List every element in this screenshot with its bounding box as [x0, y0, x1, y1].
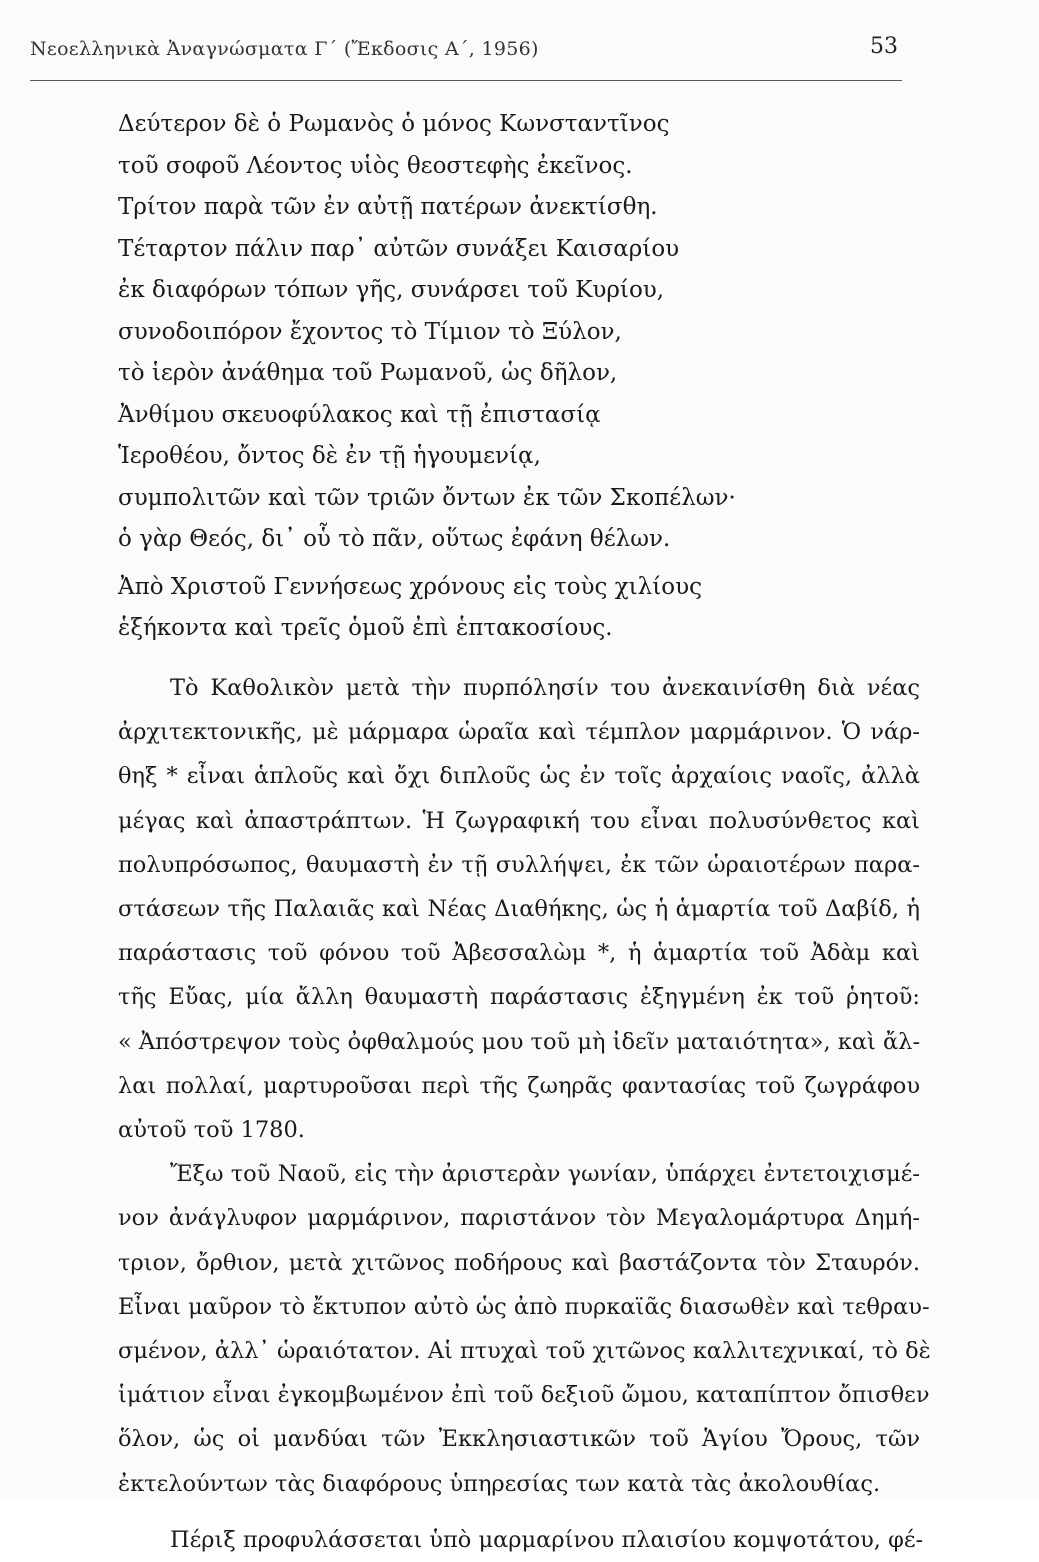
inscription-poem	[118, 104, 878, 650]
prose-line: τριον, ὄρθιον, μετὰ χιτῶνος ποδήρους καὶ βαστάζοντα τὸν Σταυρόν.	[118, 1249, 920, 1276]
poem-line: συνοδοιπόρον ἔχοντος τὸ Τίμιον τὸ Ξύλον,	[118, 318, 622, 345]
prose-body	[118, 666, 931, 1562]
prose-line: αὐτοῦ τοῦ 1780.	[118, 1117, 305, 1144]
prose-line: θηξ * εἶναι ἁπλοῦς καὶ ὄχι διπλοῦς ὡς ἐν τοῖς ἀρχαίοις ναοῖς, ἀλλὰ	[118, 763, 920, 790]
poem-line: ἐκ διαφόρων τόπων γῆς, συνάρσει τοῦ Κυρίου,	[118, 277, 665, 303]
prose-line: λαι πολλαί, μαρτυροῦσαι περὶ τῆς ζωηρᾶς φαντασίας τοῦ ζωγράφου	[118, 1072, 920, 1099]
poem-line: συμπολιτῶν καὶ τῶν τριῶν ὄντων ἐκ τῶν Σκοπέλων·	[118, 484, 736, 511]
paragraph-spacer	[118, 1506, 920, 1518]
paragraph-relief	[118, 1152, 931, 1506]
poem-line: ὁ γὰρ Θεός, δι᾿ οὗ τὸ πᾶν, οὕτως ἐφάνη θέλων.	[118, 526, 671, 552]
prose-line: πολυπρόσωπος, θαυμαστὴ ἐν τῇ συλλήψει, ἐκ τῶν ὡραιοτέρων παρα-	[118, 851, 920, 878]
poem-line: Ἱεροθέου, ὄντος δὲ ἐν τῇ ἡγουμενίᾳ,	[118, 443, 541, 469]
prose-line: Ἔξω τοῦ Ναοῦ, εἰς τὴν ἀριστερὰν γωνίαν, ὑπάρχει ἐντετοιχισμέ-	[170, 1161, 920, 1188]
prose-line: μέγας καὶ ἀπαστράπτων. Ἡ ζωγραφική του εἶναι πολυσύνθετος καὶ	[118, 807, 920, 834]
poem-line: Τέταρτον πάλιν παρ᾿ αὐτῶν συνάξει Καισαρίου	[118, 235, 680, 262]
prose-line: τῆς Εὔας, μία ἄλλη θαυμαστὴ παράστασις ἐξηγμένη ἐκ τοῦ ῥητοῦ:	[118, 984, 920, 1011]
prose-line: « Ἀπόστρεψον τοὺς ὀφθαλμούς μου τοῦ μὴ ἰδεῖν ματαιότητα», καὶ ἄλ-	[118, 1028, 921, 1055]
prose-line: Τὸ Καθολικὸν μετὰ τὴν πυρπόλησίν του ἀνεκαινίσθη διὰ νέας	[170, 675, 920, 701]
prose-line: στάσεων τῆς Παλαιᾶς καὶ Νέας Διαθήκης, ὡς ἡ ἁμαρτία τοῦ Δαβίδ, ἡ	[118, 896, 920, 923]
poem-line: Ἀνθίμου σκευοφύλακος καὶ τῇ ἐπιστασίᾳ	[118, 401, 601, 428]
poem-line: τὸ ἱερὸν ἀνάθημα τοῦ Ρωμανοῦ, ὡς δῆλον,	[118, 360, 618, 386]
poem-line: Ἀπὸ Χριστοῦ Γεννήσεως χρόνους εἰς τοὺς χιλίους	[118, 573, 702, 600]
page-number: 53	[870, 34, 898, 59]
paragraph-frame	[118, 1518, 924, 1562]
prose-line: ἐκτελούντων τὰς διαφόρους ὑπηρεσίας των κατὰ τὰς ἀκολουθίας.	[118, 1470, 881, 1497]
prose-line: παράστασις τοῦ φόνου τοῦ Ἀβεσσαλὼμ *, ἡ ἁμαρτία τοῦ Ἀδὰμ καὶ	[118, 940, 920, 967]
prose-line: ὅλον, ὡς οἱ μανδύαι τῶν Ἐκκλησιαστικῶν τοῦ Ἁγίου Ὄρους, τῶν	[118, 1426, 920, 1453]
paragraph-katholikon	[118, 666, 920, 1152]
prose-line: Πέριξ προφυλάσσεται ὑπὸ μαρμαρίνου πλαισίου κομψοτάτου, φέ-	[170, 1526, 924, 1553]
prose-line: Εἶναι μαῦρον τὸ ἔκτυπον αὐτὸ ὡς ἀπὸ πυρκαϊᾶς διασωθὲν καὶ τεθραυ-	[118, 1293, 930, 1320]
prose-line: ἀρχιτεκτονικῆς, μὲ μάρμαρα ὡραῖα καὶ τέμπλον μαρμάρινον. Ὁ νάρ-	[118, 719, 920, 746]
header-rule	[30, 80, 902, 81]
prose-line: ἱμάτιον εἶναι ἐγκομβωμένον ἐπὶ τοῦ δεξιοῦ ὤμου, καταπίπτον ὄπισθεν	[118, 1382, 930, 1409]
prose-line: νον ἀνάγλυφον μαρμάρινον, παριστάνον τὸν Μεγαλομάρτυρα Δημή-	[118, 1205, 920, 1232]
prose-line: σμένον, ἀλλ᾿ ὡραιότατον. Αἱ πτυχαὶ τοῦ χιτῶνος καλλιτεχνικαί, τὸ δὲ	[118, 1338, 931, 1365]
running-head-title: Νεοελληνικὰ Ἀναγνώσματα Γ΄ (Ἔκδοσις Α΄, 1956)	[30, 38, 539, 60]
poem-line: Τρίτον παρὰ τῶν ἐν αὐτῇ πατέρων ἀνεκτίσθη.	[118, 194, 658, 220]
poem-line: Δεύτερον δὲ ὁ Ρωμανὸς ὁ μόνος Κωνσταντῖνος	[118, 111, 670, 137]
poem-line: τοῦ σοφοῦ Λέοντος υἱὸς θεοστεφὴς ἐκεῖνος.	[118, 152, 633, 179]
poem-line: ἑξήκοντα καὶ τρεῖς ὁμοῦ ἐπὶ ἑπτακοσίους.	[118, 615, 613, 641]
